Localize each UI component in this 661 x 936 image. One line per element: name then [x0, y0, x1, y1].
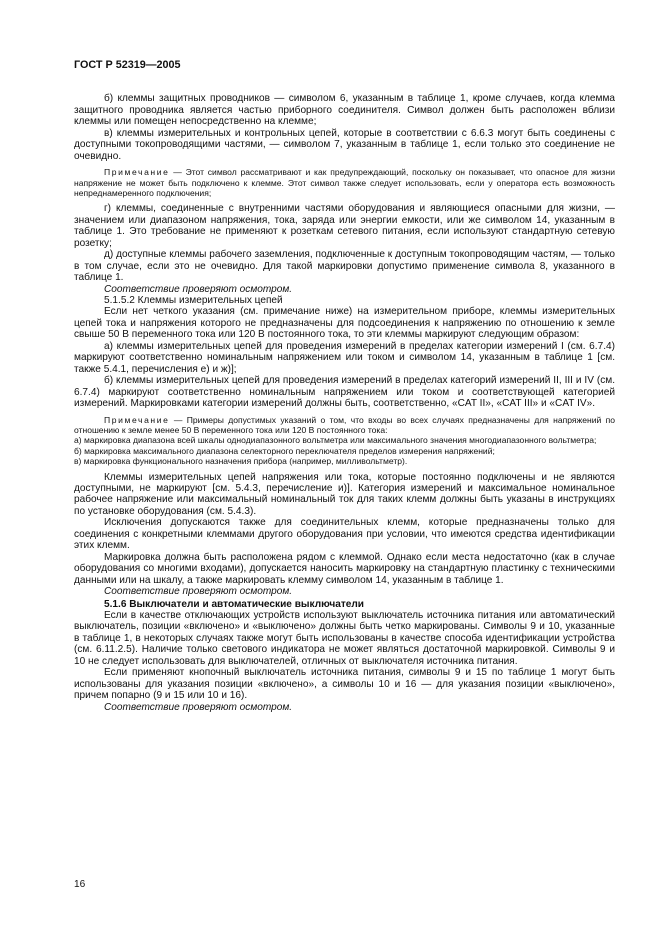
paragraph-hazardous-terminals: г) клеммы, соединенные с внутренними частями оборудования и являющиеся опасными для жизни, — значением или диапазоном напряжения, тока, заряда или энергии емкости, или же символом 14, указанным в таблице 1. Это требование не применяют к розеткам сетевого питания, если используют стандартную сетевую розетку; [74, 203, 615, 249]
paragraph-category-two-four: б) клеммы измерительных цепей для проведения измерений в пределах категорий измерений II, III и IV (см. 6.7.4) маркируют соответственно номинальным напряжением или током и соответствующей категорией измерений. Маркировками категории измерений должны быть, соответственно, «CAT II», «CAT III» и «CAT IV». [74, 375, 615, 410]
paragraph-marking-location: Маркировка должна быть расположена рядом с клеммой. Однако если места недостаточно (как в случае оборудования со многими входами), допускается наносить маркировку на стандартную пластинку с техническими данными или на шкалу, а также маркировать клемму символом 14, указанным в таблице 1. [74, 551, 615, 586]
document-page [74, 60, 615, 713]
subsection-heading: 5.1.5.2 Клеммы измерительных цепей [104, 295, 283, 307]
note-item: а) маркировка диапазона всей шкалы однодиапазонного вольтметра или максимального значения многодиапазонного вольтметра; [74, 435, 597, 446]
paragraph-push-button: Если применяют кнопочный выключатель источника питания, символы 9 и 15 по таблице 1 могут быть использованы для указания позиции «включено», а символы 10 и 16 — для указания позиции «выключено», причем попарно (9 и 15 или 10 и 16). [74, 667, 615, 702]
note-text: — Этот символ рассматривают и как предупреждающий, поскольку он показывает, что опасное для жизни напряжение не может быть подключено к клемме. Этот символ также следует использовать, если у оператора есть возможность непреднамеренного подключения; [74, 167, 615, 198]
compliance-check: Соответствие проверяют осмотром. [104, 586, 293, 598]
note-symbol-warning [74, 167, 615, 198]
paragraph-functional-earth: д) доступные клеммы рабочего заземления, подключенные к доступным токопроводящим частям, — только в том случае, если это не очевидно. Для такой маркировки допустимо применение символа 8, указанного в таблице 1. [74, 249, 615, 284]
note-label: Примечание [104, 414, 170, 425]
paragraph-category-one: а) клеммы измерительных цепей для проведения измерений в пределах категории измерений I (см. 6.7.4) маркируют соответственно номинальным напряжением или током и символом 14, указанным в таблице 1 [см. также 5.4.1, перечисления е) и ж)]; [74, 340, 615, 375]
page-number: 16 [74, 879, 86, 890]
paragraph-exceptions: Исключения допускаются также для соединительных клемм, которые предназначены только для соединения с конкретными клеммами другого оборудования при условии, что имеются средства идентификации этих клемм. [74, 517, 615, 552]
paragraph-protective-terminals: б) клеммы защитных проводников — символом 6, указанным в таблице 1, кроме случаев, когда клемма защитного проводника является частью приборного соединителя. Символ должен быть расположен вблизи клеммы или помещен непосредственно на клемме; [74, 93, 615, 128]
note-item: в) маркировка функционального назначения прибора (например, милливольтметр). [74, 456, 408, 467]
paragraph-measuring-circuits: Если нет четкого указания (см. примечание ниже) на измерительном приборе, клеммы измерительных цепей тока и напряжения которого не предназначены для подсоединения к напряжению по отношению к земле свыше 50 В переменного тока или 120 В постоянного тока, то эти клеммы маркируют следующим образом: [74, 306, 615, 341]
paragraph-measuring-terminals: в) клеммы измерительных и контрольных цепей, которые в соответствии с 6.6.3 могут быть соединены с доступными токопроводящими частями, — символом 7, указанным в таблице 1, если только это соединение не очевидно. [74, 127, 615, 162]
note-text: — Примеры допустимых указаний о том, что входы во всех случаях предназначены для напряжений по отношению к земле менее 50 В переменного тока или 120 В постоянного тока: [74, 414, 615, 435]
compliance-check: Соответствие проверяют осмотром. [104, 701, 293, 713]
compliance-check: Соответствие проверяют осмотром. [104, 283, 293, 295]
document-header: ГОСТ Р 52319—2005 [74, 59, 181, 71]
section-heading: 5.1.6 Выключатели и автоматические выключатели [104, 598, 364, 610]
note-examples [74, 415, 615, 436]
paragraph-permanent-terminals: Клеммы измерительных цепей напряжения или тока, которые постоянно подключены и не являются доступными, не маркируют [см. 5.4.3, перечисление и)]. Категория измерений и максимальное номинальное рабочее напряжение или максимальный номинальный ток для таких клемм должны быть указаны в инструкциях по установке оборудования (см. 5.4.3). [74, 471, 615, 517]
paragraph-switches: Если в качестве отключающих устройств используют выключатель источника питания или автоматический выключатель, позиции «включено» и «выключено» должны быть четко маркированы. Символы 9 и 10, указанные в таблице 1, в некоторых случаях также могут быть использованы в качестве способа идентификации устройства (см. 6.11.2.5). Наличие только светового индикатора не может являться достаточной маркировкой. Символы 9 и 10 не следует использовать для выключателей, отличных от выключателя источника питания. [74, 610, 615, 667]
note-label: Примечание [104, 167, 170, 178]
note-item: б) маркировка максимального диапазона селекторного переключателя пределов измерения напряжений; [74, 445, 495, 456]
